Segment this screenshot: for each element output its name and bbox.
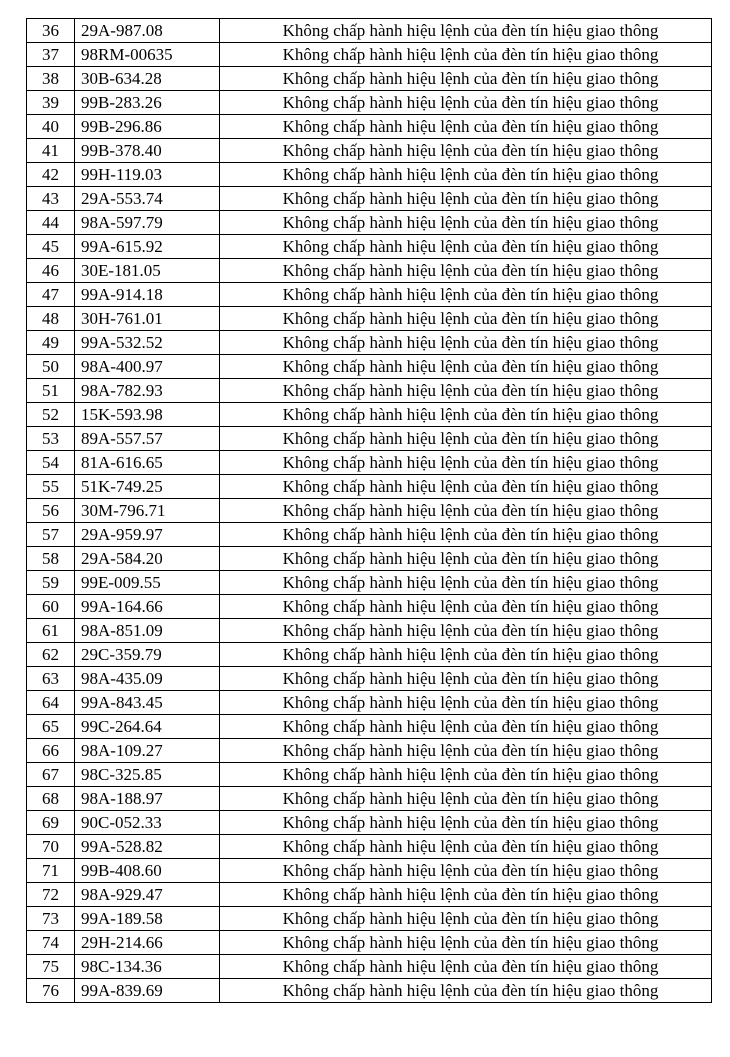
row-number-cell: 53 [27,427,75,451]
license-plate-cell: 99H-119.03 [75,163,220,187]
license-plate-cell: 98A-782.93 [75,379,220,403]
row-number-cell: 54 [27,451,75,475]
license-plate-cell: 98A-109.27 [75,739,220,763]
license-plate-cell: 99A-189.58 [75,907,220,931]
violation-cell: Không chấp hành hiệu lệnh của đèn tín hiệu giao thông [220,379,712,403]
violation-cell: Không chấp hành hiệu lệnh của đèn tín hiệu giao thông [220,547,712,571]
row-number-cell: 56 [27,499,75,523]
violation-cell: Không chấp hành hiệu lệnh của đèn tín hiệu giao thông [220,835,712,859]
row-number-cell: 60 [27,595,75,619]
license-plate-cell: 81A-616.65 [75,451,220,475]
license-plate-cell: 98C-325.85 [75,763,220,787]
violation-cell: Không chấp hành hiệu lệnh của đèn tín hiệu giao thông [220,883,712,907]
license-plate-cell: 98RM-00635 [75,43,220,67]
row-number-cell: 58 [27,547,75,571]
violation-cell: Không chấp hành hiệu lệnh của đèn tín hiệu giao thông [220,955,712,979]
license-plate-cell: 29A-959.97 [75,523,220,547]
table-row [27,283,712,307]
license-plate-cell: 29A-584.20 [75,547,220,571]
row-number-cell: 71 [27,859,75,883]
table-row [27,835,712,859]
row-number-cell: 39 [27,91,75,115]
violation-cell: Không chấp hành hiệu lệnh của đèn tín hiệu giao thông [220,19,712,43]
license-plate-cell: 30B-634.28 [75,67,220,91]
row-number-cell: 48 [27,307,75,331]
violation-cell: Không chấp hành hiệu lệnh của đèn tín hiệu giao thông [220,211,712,235]
license-plate-cell: 30E-181.05 [75,259,220,283]
table-row [27,307,712,331]
table-row [27,955,712,979]
row-number-cell: 52 [27,403,75,427]
license-plate-cell: 99A-839.69 [75,979,220,1003]
license-plate-cell: 98A-188.97 [75,787,220,811]
table-row [27,259,712,283]
table-row [27,715,712,739]
table-row [27,331,712,355]
row-number-cell: 75 [27,955,75,979]
row-number-cell: 61 [27,619,75,643]
row-number-cell: 51 [27,379,75,403]
row-number-cell: 50 [27,355,75,379]
table-row [27,427,712,451]
license-plate-cell: 30M-796.71 [75,499,220,523]
table-row [27,787,712,811]
license-plate-cell: 98A-435.09 [75,667,220,691]
row-number-cell: 43 [27,187,75,211]
violation-cell: Không chấp hành hiệu lệnh của đèn tín hiệu giao thông [220,67,712,91]
violation-cell: Không chấp hành hiệu lệnh của đèn tín hiệu giao thông [220,907,712,931]
violation-cell: Không chấp hành hiệu lệnh của đèn tín hiệu giao thông [220,475,712,499]
license-plate-cell: 29A-987.08 [75,19,220,43]
row-number-cell: 62 [27,643,75,667]
table-row [27,475,712,499]
violation-cell: Không chấp hành hiệu lệnh của đèn tín hiệu giao thông [220,811,712,835]
violation-cell: Không chấp hành hiệu lệnh của đèn tín hiệu giao thông [220,115,712,139]
violation-cell: Không chấp hành hiệu lệnh của đèn tín hiệu giao thông [220,499,712,523]
license-plate-cell: 99A-914.18 [75,283,220,307]
license-plate-cell: 29H-214.66 [75,931,220,955]
table-row [27,859,712,883]
violation-cell: Không chấp hành hiệu lệnh của đèn tín hiệu giao thông [220,619,712,643]
row-number-cell: 42 [27,163,75,187]
license-plate-cell: 99A-843.45 [75,691,220,715]
row-number-cell: 66 [27,739,75,763]
license-plate-cell: 99B-283.26 [75,91,220,115]
table-row [27,91,712,115]
license-plate-cell: 99A-615.92 [75,235,220,259]
table-row [27,643,712,667]
violation-cell: Không chấp hành hiệu lệnh của đèn tín hiệu giao thông [220,859,712,883]
license-plate-cell: 90C-052.33 [75,811,220,835]
license-plate-cell: 98C-134.36 [75,955,220,979]
license-plate-cell: 89A-557.57 [75,427,220,451]
violation-cell: Không chấp hành hiệu lệnh của đèn tín hiệu giao thông [220,403,712,427]
license-plate-cell: 99A-528.82 [75,835,220,859]
violation-cell: Không chấp hành hiệu lệnh của đèn tín hiệu giao thông [220,163,712,187]
row-number-cell: 74 [27,931,75,955]
table-row [27,523,712,547]
license-plate-cell: 51K-749.25 [75,475,220,499]
violation-cell: Không chấp hành hiệu lệnh của đèn tín hiệu giao thông [220,331,712,355]
table-row [27,403,712,427]
table-row [27,691,712,715]
table-row [27,811,712,835]
table-row [27,907,712,931]
row-number-cell: 57 [27,523,75,547]
table-row [27,667,712,691]
violation-cell: Không chấp hành hiệu lệnh của đèn tín hiệu giao thông [220,595,712,619]
row-number-cell: 70 [27,835,75,859]
violations-table-body [27,19,712,1003]
violations-table [26,18,712,1003]
row-number-cell: 41 [27,139,75,163]
violation-cell: Không chấp hành hiệu lệnh của đèn tín hiệu giao thông [220,667,712,691]
row-number-cell: 36 [27,19,75,43]
table-row [27,883,712,907]
license-plate-cell: 99A-532.52 [75,331,220,355]
violation-cell: Không chấp hành hiệu lệnh của đèn tín hiệu giao thông [220,787,712,811]
license-plate-cell: 98A-929.47 [75,883,220,907]
violation-cell: Không chấp hành hiệu lệnh của đèn tín hiệu giao thông [220,643,712,667]
violation-cell: Không chấp hành hiệu lệnh của đèn tín hiệu giao thông [220,427,712,451]
row-number-cell: 46 [27,259,75,283]
table-row [27,499,712,523]
license-plate-cell: 99B-408.60 [75,859,220,883]
table-row [27,979,712,1003]
table-row [27,763,712,787]
row-number-cell: 73 [27,907,75,931]
violation-cell: Không chấp hành hiệu lệnh của đèn tín hiệu giao thông [220,571,712,595]
violation-cell: Không chấp hành hiệu lệnh của đèn tín hiệu giao thông [220,307,712,331]
violation-cell: Không chấp hành hiệu lệnh của đèn tín hiệu giao thông [220,43,712,67]
license-plate-cell: 98A-400.97 [75,355,220,379]
table-row [27,595,712,619]
table-row [27,379,712,403]
license-plate-cell: 98A-851.09 [75,619,220,643]
row-number-cell: 76 [27,979,75,1003]
table-row [27,43,712,67]
license-plate-cell: 99E-009.55 [75,571,220,595]
license-plate-cell: 29C-359.79 [75,643,220,667]
row-number-cell: 40 [27,115,75,139]
violation-cell: Không chấp hành hiệu lệnh của đèn tín hiệu giao thông [220,763,712,787]
violation-cell: Không chấp hành hiệu lệnh của đèn tín hiệu giao thông [220,139,712,163]
table-row [27,19,712,43]
table-row [27,139,712,163]
row-number-cell: 68 [27,787,75,811]
row-number-cell: 45 [27,235,75,259]
table-row [27,571,712,595]
row-number-cell: 64 [27,691,75,715]
row-number-cell: 44 [27,211,75,235]
violation-cell: Không chấp hành hiệu lệnh của đèn tín hiệu giao thông [220,931,712,955]
violation-cell: Không chấp hành hiệu lệnh của đèn tín hiệu giao thông [220,355,712,379]
violation-cell: Không chấp hành hiệu lệnh của đèn tín hiệu giao thông [220,739,712,763]
table-row [27,739,712,763]
violation-cell: Không chấp hành hiệu lệnh của đèn tín hiệu giao thông [220,235,712,259]
license-plate-cell: 30H-761.01 [75,307,220,331]
row-number-cell: 38 [27,67,75,91]
row-number-cell: 47 [27,283,75,307]
violation-cell: Không chấp hành hiệu lệnh của đèn tín hiệu giao thông [220,715,712,739]
violation-cell: Không chấp hành hiệu lệnh của đèn tín hiệu giao thông [220,283,712,307]
license-plate-cell: 98A-597.79 [75,211,220,235]
table-row [27,235,712,259]
license-plate-cell: 29A-553.74 [75,187,220,211]
violation-cell: Không chấp hành hiệu lệnh của đèn tín hiệu giao thông [220,187,712,211]
violation-cell: Không chấp hành hiệu lệnh của đèn tín hiệu giao thông [220,451,712,475]
violation-cell: Không chấp hành hiệu lệnh của đèn tín hiệu giao thông [220,691,712,715]
table-row [27,451,712,475]
table-row [27,931,712,955]
row-number-cell: 49 [27,331,75,355]
violation-cell: Không chấp hành hiệu lệnh của đèn tín hiệu giao thông [220,259,712,283]
table-row [27,211,712,235]
license-plate-cell: 99C-264.64 [75,715,220,739]
row-number-cell: 55 [27,475,75,499]
violation-cell: Không chấp hành hiệu lệnh của đèn tín hiệu giao thông [220,91,712,115]
row-number-cell: 65 [27,715,75,739]
row-number-cell: 67 [27,763,75,787]
table-row [27,163,712,187]
violation-cell: Không chấp hành hiệu lệnh của đèn tín hiệu giao thông [220,523,712,547]
row-number-cell: 69 [27,811,75,835]
violation-cell: Không chấp hành hiệu lệnh của đèn tín hiệu giao thông [220,979,712,1003]
license-plate-cell: 99B-378.40 [75,139,220,163]
table-row [27,355,712,379]
license-plate-cell: 99B-296.86 [75,115,220,139]
row-number-cell: 72 [27,883,75,907]
row-number-cell: 63 [27,667,75,691]
row-number-cell: 59 [27,571,75,595]
table-row [27,619,712,643]
license-plate-cell: 99A-164.66 [75,595,220,619]
table-row [27,547,712,571]
row-number-cell: 37 [27,43,75,67]
table-row [27,115,712,139]
table-row [27,67,712,91]
license-plate-cell: 15K-593.98 [75,403,220,427]
table-row [27,187,712,211]
